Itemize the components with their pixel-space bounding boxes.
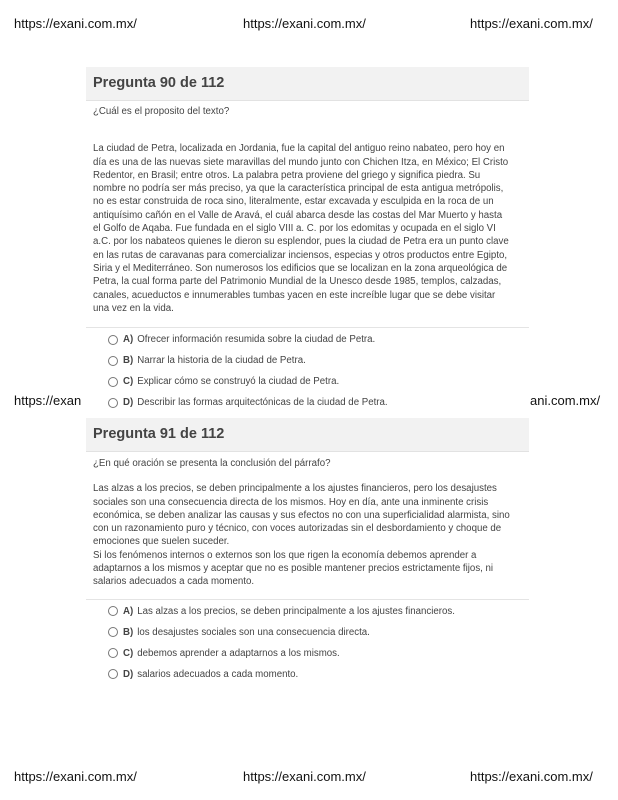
option-text: salarios adecuados a cada momento. xyxy=(137,668,299,680)
option-d[interactable] xyxy=(86,664,529,685)
answer-options xyxy=(86,599,529,685)
watermark-top-left: https://exani.com.mx/ xyxy=(14,16,137,31)
watermark-top-right: https://exani.com.mx/ xyxy=(470,16,593,31)
question-title: Pregunta 91 de 112 xyxy=(86,418,529,452)
option-letter: C) xyxy=(123,376,134,388)
question-prompt: ¿Cuál es el proposito del texto? xyxy=(93,106,230,117)
radio-icon[interactable] xyxy=(108,398,118,408)
radio-icon[interactable] xyxy=(108,648,118,658)
option-letter: D) xyxy=(123,668,134,680)
option-letter: C) xyxy=(123,647,134,659)
option-text: Las alzas a los precios, se deben principalmente a los ajustes financieros. xyxy=(137,605,455,617)
option-text: los desajustes sociales son una consecuencia directa. xyxy=(137,626,370,638)
option-letter: B) xyxy=(123,626,134,638)
question-title: Pregunta 90 de 112 xyxy=(86,67,529,101)
option-text: Narrar la historia de la ciudad de Petra. xyxy=(137,355,306,367)
watermark-top-center: https://exani.com.mx/ xyxy=(243,16,366,31)
watermark-bottom-left: https://exani.com.mx/ xyxy=(14,769,137,784)
watermark-bottom-right: https://exani.com.mx/ xyxy=(470,769,593,784)
option-text: debemos aprender a adaptarnos a los mismos. xyxy=(137,647,340,659)
option-a[interactable] xyxy=(86,601,529,622)
option-text: Ofrecer información resumida sobre la ciudad de Petra. xyxy=(137,334,376,346)
question-passage: La ciudad de Petra, localizada en Jordania, fue la capital del antiguo reino nabateo, pero hoy en día es una de las nuevas siete maravillas del mundo junto con Chichen Itza, en México; El Cristo Redentor, en Brasil; entre otros. La palabra petra proviene del griego y significa piedra. Su nombre no podría ser más preciso, ya que la característica principal de esta antigua metrópolis, no es estar construida de roca sino, literalmente, estar excavada y esculpida en la roca de un antiquísimo cañón en el Valle de Aravá, el cuál abarca desde las costas del Mar Muerto y hasta el Golfo de Aqaba. Fue fundada en el siglo VIII a. C. por los edomitas y ocupada en el siglo VI a.C. por los nabateos quienes le dieron su esplendor, pues la ciudad de Petra era un punto clave en las rutas de caravanas para comercializar inciensos, especias y otros productos entre Egipto, Siria y el Mediterráneo. Son numerosos los edificios que se localizan en la zona arqueológica de Petra, la cual forma parte del Patrimonio Mundial de la Unesco desde 1985, templos, calzadas, canales, acueductos e innumerables tumbas yacen en este increíble lugar que se debe visitar una vez en la vida. xyxy=(93,143,509,314)
option-text: Describir las formas arquitectónicas de la ciudad de Petra. xyxy=(137,397,388,409)
radio-icon[interactable] xyxy=(108,606,118,616)
question-passage: Las alzas a los precios, se deben principalmente a los ajustes financieros, pero los desajustes sociales son una consecuencia directa de los mismos. Hoy en día, ante una inminente crisis económica, se deben analizar las causas y sus efectos no con una superficialidad alarmista, sino con un razonamiento puro y técnico, con voces autorizadas sin el desbordamiento y choque de emociones que suelen suceder. Si los fenómenos internos o externos son los que rigen la economía debemos aprender a adaptarnos a los mismos y aceptar que no es posible mantener precios estrictamente fijos, ni salarios adecuados a cada momento. xyxy=(93,483,510,588)
question-body xyxy=(86,457,529,589)
option-letter: B) xyxy=(123,355,134,367)
option-a[interactable] xyxy=(86,329,529,350)
option-b[interactable] xyxy=(86,350,529,371)
question-card-91 xyxy=(86,418,529,685)
option-letter: A) xyxy=(123,605,134,617)
watermark-middle-left: https://exan xyxy=(14,393,82,408)
radio-icon[interactable] xyxy=(108,335,118,345)
option-c[interactable] xyxy=(86,371,529,392)
question-body xyxy=(86,105,529,315)
answer-options xyxy=(86,327,529,413)
radio-icon[interactable] xyxy=(108,377,118,387)
option-d[interactable] xyxy=(86,392,529,413)
option-letter: A) xyxy=(123,334,134,346)
radio-icon[interactable] xyxy=(108,627,118,637)
option-b[interactable] xyxy=(86,622,529,643)
radio-icon[interactable] xyxy=(108,356,118,366)
option-c[interactable] xyxy=(86,643,529,664)
radio-icon[interactable] xyxy=(108,669,118,679)
option-text: Explicar cómo se construyó la ciudad de Petra. xyxy=(137,376,340,388)
question-card-90 xyxy=(86,67,529,413)
option-letter: D) xyxy=(123,397,134,409)
watermark-middle-right: ani.com.mx/ xyxy=(530,393,601,408)
watermark-bottom-center: https://exani.com.mx/ xyxy=(243,769,366,784)
question-prompt: ¿En qué oración se presenta la conclusión del párrafo? xyxy=(93,458,331,469)
